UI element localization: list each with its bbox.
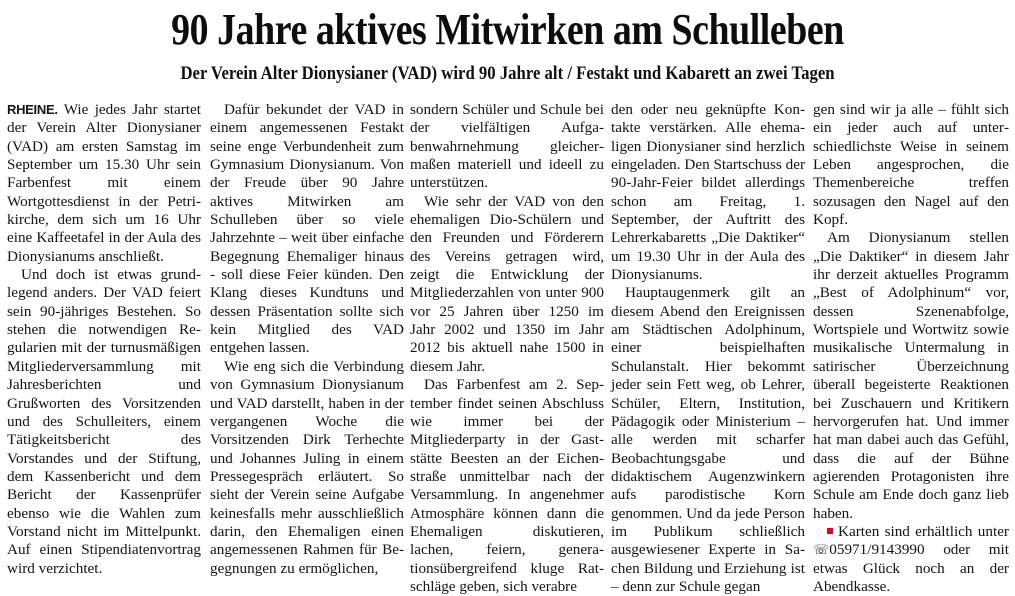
phone-number: 05971/9143990 (829, 541, 925, 559)
paragraph: Wie eng sich die Verbindung von Gymnasium Dionysianum und VAD darstellt, haben in der vergangenen Woche die Vorsitzenden Dirk Terhechte und Johannes Juling in einem Pressegespräch erläutert. So sieht der Verein seine Aufgabe keinesfalls mehr ausschließlich darin, den Ehemaligen einen angemessenen Rahmen für Begegnungen zu ermöglichen, (210, 357, 404, 577)
column-4 (611, 101, 805, 596)
paragraph: gen sind wir ja alle – fühlt sich ein jeder auch auf unterschiedlichste Weise in seinem Leben angesprochen, die Themenbereiche treffen sozusagen den Nagel auf den Kopf. (813, 101, 1009, 229)
phone-icon: ☏ (813, 542, 830, 558)
paragraph: Dafür bekundet der VAD in einem angemessenen Festakt seine enge Verbundenheit zum Gymnasium Dionysianum. Von der Freude über 90 Jahre aktives Mitwirken am Schulleben über so viele Jahrzehnte – weit über einfache Begegnung Ehemaliger hinaus - soll diese Feier künden. Den Klang dieses Kundtuns und dessen Präsentation sollte sich kein Mitglied des VAD entgehen lassen. (210, 101, 404, 357)
ticket-text: Karten sind erhältlich unter (838, 522, 1009, 540)
paragraph: Hauptaugenmerk gilt an diesem Abend den Ereignissen am Städtischen Adolphinum, einer beispielhaften Schulanstalt. Hier bekommt jeder sein Fett weg, ob Lehrer, Schüler, Eltern, Institution, Pädagogik oder Ministerium – alle werden mit scharfer Beobachtungsgabe und didaktischem Augenzwinkern aufs parodistische Korn genommen. Und da jede Person im Publikum schließlich ausgewiesener Experte in Sachen Bildung und Erziehung ist – denn zur Schule gegan (611, 284, 805, 595)
ticket-info (813, 523, 1009, 596)
dateline: RHEINE. (7, 102, 58, 117)
paragraph (7, 101, 201, 266)
column-3 (410, 101, 604, 596)
paragraph: Am Dionysianum stellen „Die Daktiker“ in diesem Jahr ihr derzeit aktuelles Programm „Best of Adolphinum“ vor, dessen Szenenabfolge, Wortspiele und Wortwitz sowie musikalische Untermalung in satirischer Überzeichnung überall begeisterte Reaktionen bei Zuschauern und Kritikern hervorgerufen hat. Und immer hat man dabei auch das Gefühl, dass die auf der Bühne agierenden Protagonisten ihre Schule am Ende doch ganz lieb haben. (813, 229, 1009, 522)
column-5 (813, 101, 1009, 596)
article-headline: 90 Jahre aktives Mitwirken am Schulleben (171, 5, 844, 54)
paragraph: den oder neu geknüpfte Kontakte verstärken. Alle ehemaligen Dionysianer sind herzlich eingeladen. Den Startschuss der 90-Jahr-Feier bildet allerdings schon am Freitag, 1. September, der Auftritt des Lehrerkabaretts „Die Daktiker“ um 19.30 Uhr in der Aula des Dionysianums. (611, 101, 806, 284)
column-1 (7, 101, 201, 578)
paragraph: Wie sehr der VAD von den ehemaligen Dio-Schülern und den Freunden und Förderern des Vereins getragen wird, zeigt die Entwicklung der Mitgliederzahlen von unter 900 vor 25 Jahren über 1250 im Jahr 2002 und 1350 im Jahr 2012 bis aktuell nahe 1500 in diesem Jahr. (410, 192, 604, 375)
red-square-bullet-icon (827, 528, 833, 534)
ticket-text-end: oder mit etwas Glück noch an der Abendkasse. (813, 541, 1009, 595)
paragraph: Das Farbenfest am 2. September findet seinen Abschluss wie immer bei der Mitgliederparty in der Gaststätte Beesten an der Eichenstraße unmittelbar nach der Versammlung. In angenehmer Atmosphäre können dann die Ehemaligen diskutieren, lachen, feiern, generationsübergreifend kluge Ratschläge geben, sich verabre (410, 376, 604, 595)
article-subheadline: Der Verein Alter Dionysianer (VAD) wird 90 Jahre alt / Festakt und Kabarett an zwei Tagen (180, 63, 835, 84)
column-2 (210, 101, 404, 578)
paragraph: Und doch ist etwas grundlegend anders. Der VAD feiert sein 90-jähriges Bestehen. So stehen die notwendigen Regularien mit der turnusmäßigen Mitgliederversammlung mit Jahresberichten und Grußworten des Vorsitzenden und des Schulleiters, einem Tätigkeitsbericht des Vorstandes und der Stiftung, dem Kassenbericht und dem Bericht der Kassenprüfer ebenso wie die Wahlen zum Vorstand nicht im Mittelpunkt. Auf einen Stipendiatenvortrag wird verzichtet. (7, 266, 201, 577)
paragraph-text: Wie jedes Jahr startet der Verein Alter Dionysianer (VAD) am ersten Samstag im September um 15.30 Uhr sein Farbenfest mit einem Wortgottesdienst in der Petrikirche, dem sich um 16 Uhr eine Kaffeetafel in der Aula des Dionysianums anschließt. (7, 101, 201, 265)
paragraph: sondern Schüler und Schule bei der vielfältigen Aufgabenwahrnehmung gleichermaßen materiell und ideell zu unterstützen. (410, 101, 604, 192)
article-body (7, 101, 1011, 595)
